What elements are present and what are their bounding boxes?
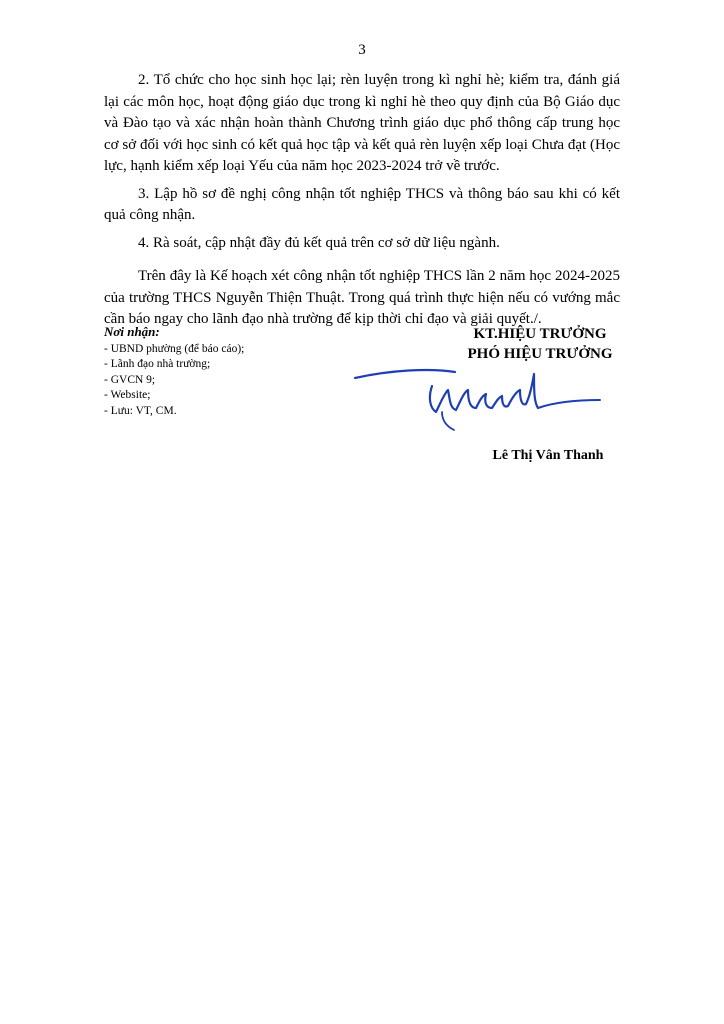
recipient-item: - Lãnh đạo nhà trường; <box>104 358 211 371</box>
recipient-item: - Website; <box>104 389 151 402</box>
handwritten-signature <box>350 356 610 436</box>
signature-block <box>380 324 700 464</box>
signature-title-line1: KT.HIỆU TRƯỞNG <box>473 326 607 342</box>
paragraph-item-3: 3. Lập hồ sơ đề nghị công nhận tốt nghiệp THCS và thông báo sau khi có kết quả công nhận. <box>104 185 620 223</box>
paragraph-item-4: 4. Rà soát, cập nhật đầy đủ kết quả trên cơ sở dữ liệu ngành. <box>138 234 500 251</box>
signature-title-line2: PHÓ HIỆU TRƯỞNG <box>467 346 613 362</box>
closing-paragraph: Trên đây là Kế hoạch xét công nhận tốt nghiệp THCS lần 2 năm học 2024-2025 của trường THCS Nguyễn Thiện Thuật. Trong quá trình thực hiện nếu có vướng mắc cần báo ngay cho lãnh đạo nhà trường để kịp thời chỉ đạo và giải quyết./. <box>104 268 620 327</box>
recipient-item: - Lưu: VT, CM. <box>104 404 177 417</box>
paragraph-item-2: 2. Tổ chức cho học sinh học lại; rèn luyện trong kì nghỉ hè; kiểm tra, đánh giá lại các môn học, hoạt động giáo dục trong kì nghỉ hè theo quy định của Bộ Giáo dục và Đào tạo và xác nhận hoàn thành Chương trình giáo dục phổ thông cấp trung học cơ sở đối với học sinh có kết quả học tập và kết quả rèn luyện xếp loại Chưa đạt (Học lực, hạnh kiểm xếp loại Yếu của năm học 2023-2024 trở về trước. <box>104 72 620 174</box>
page-number: 3 <box>358 42 366 58</box>
recipient-item: - GVCN 9; <box>104 373 156 386</box>
body-text <box>104 70 620 337</box>
recipients-title: Nơi nhận: <box>104 324 160 339</box>
signer-name: Lê Thị Vân Thanh <box>492 448 604 463</box>
recipient-item: - UBND phường (để báo cáo); <box>104 342 245 355</box>
recipients-block <box>104 324 364 420</box>
